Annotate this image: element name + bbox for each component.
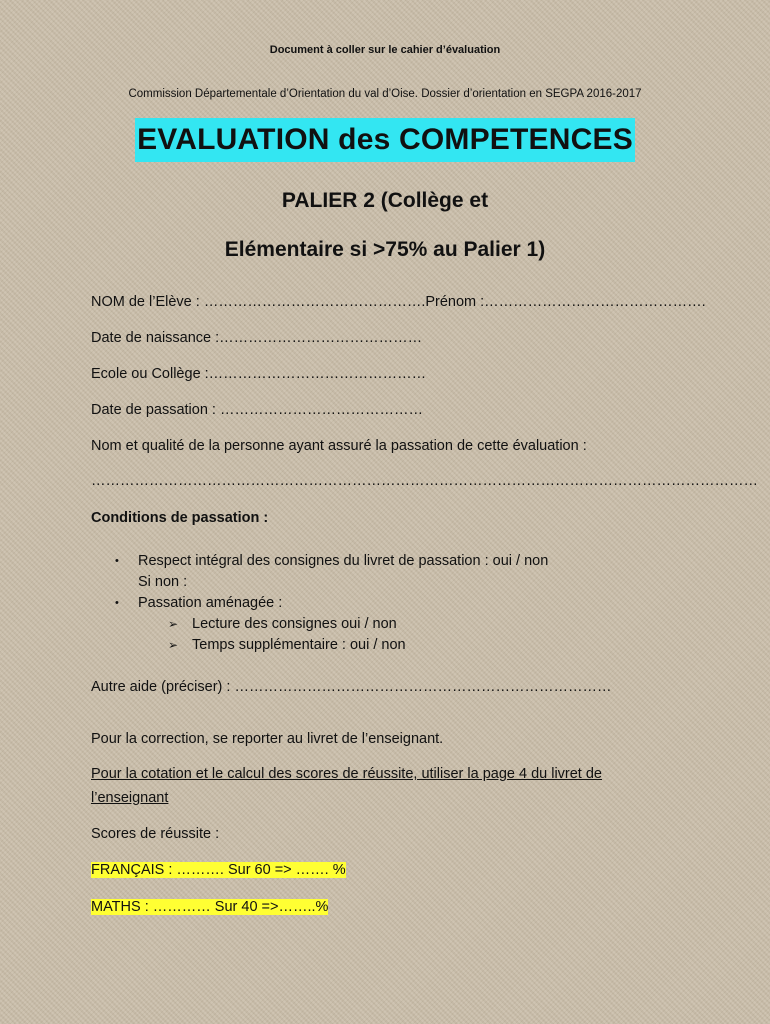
scores-label: Scores de réussite : <box>91 826 220 842</box>
score-maths: MATHS : ………… Sur 40 =>……..% <box>91 899 329 915</box>
page-title: EVALUATION des COMPETENCES <box>135 118 635 162</box>
score-francais: FRANÇAIS : ………. Sur 60 => ……. % <box>91 862 346 878</box>
bullet-icon: • <box>115 555 119 567</box>
score-maths-container <box>91 899 328 915</box>
top-note: Document à coller sur le cahier d’évaluation <box>269 44 501 56</box>
condition-bullet-2: Passation aménagée : <box>138 595 283 611</box>
arrow-bullet-icon: ➢ <box>168 617 179 631</box>
subtitle-line-2: Elémentaire si >75% au Palier 1) <box>224 238 546 261</box>
field-ecole: Ecole ou Collège :……………………………………… <box>91 366 427 382</box>
field-nom-qualite: Nom et qualité de la personne ayant assuré la passation de cette évaluation : <box>91 438 587 454</box>
arrow-bullet-icon: ➢ <box>168 638 179 652</box>
field-dotted-line: ………………………………………………………………………………………………………………………… <box>91 473 758 489</box>
cotation-line-2: l’enseignant <box>91 790 169 806</box>
correction-line: Pour la correction, se reporter au livret de l’enseignant. <box>91 731 444 747</box>
title-container <box>0 118 770 162</box>
condition-bullet-1: Respect intégral des consignes du livret de passation : oui / non <box>138 553 549 569</box>
autre-aide-line: Autre aide (préciser) : …………………………………………………………………… <box>91 679 612 695</box>
conditions-heading: Conditions de passation : <box>91 510 269 526</box>
condition-sub-1: Lecture des consignes oui / non <box>192 616 397 632</box>
condition-bullet-1-sub: Si non : <box>138 574 188 590</box>
subtitle-line-1: PALIER 2 (Collège et <box>281 189 489 212</box>
field-nom-prenom: NOM de l’Elève : ……………………………………….Prénom :………………………………………. <box>91 294 706 310</box>
field-date-passation: Date de passation : …………………………………… <box>91 402 423 418</box>
commission-line: Commission Départementale d’Orientation du val d’Oise. Dossier d’orientation en SEGPA 2016-2017 <box>128 88 642 100</box>
bullet-icon: • <box>115 597 119 609</box>
condition-sub-2: Temps supplémentaire : oui / non <box>192 637 406 653</box>
cotation-line-1: Pour la cotation et le calcul des scores de réussite, utiliser la page 4 du livret de <box>91 766 602 782</box>
field-date-naissance: Date de naissance :…………………………………… <box>91 330 423 346</box>
score-francais-container <box>91 862 346 878</box>
